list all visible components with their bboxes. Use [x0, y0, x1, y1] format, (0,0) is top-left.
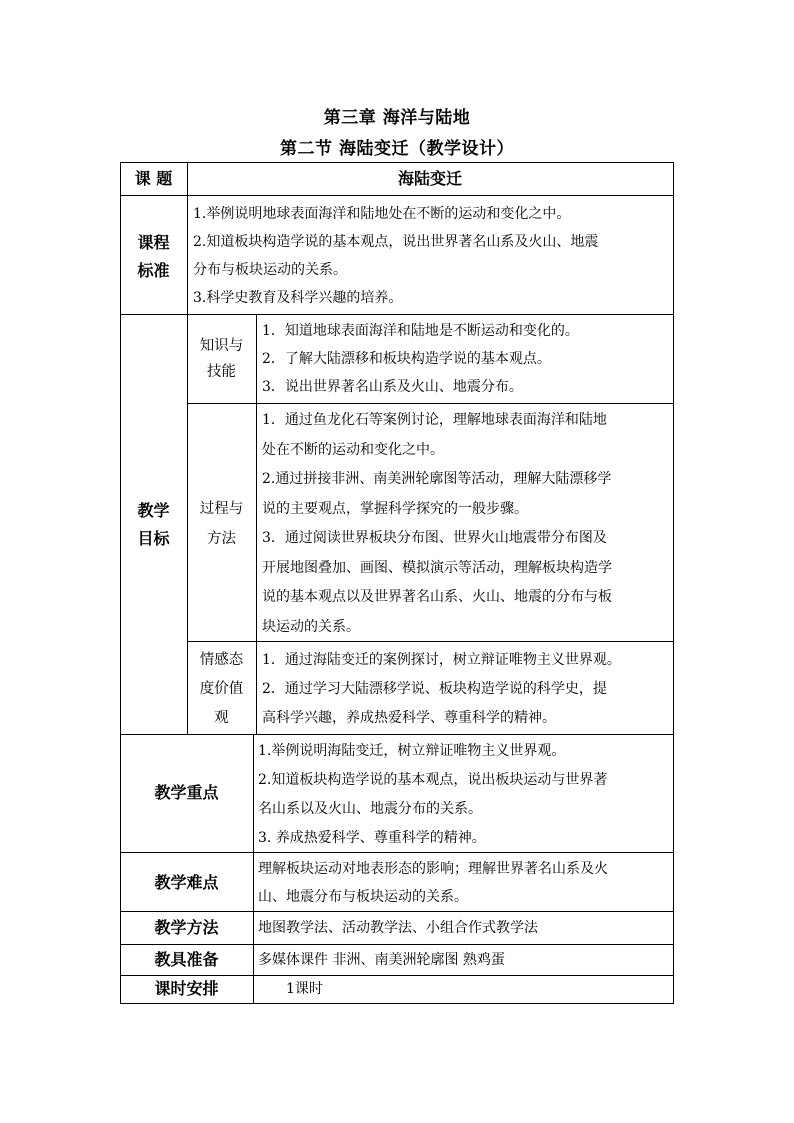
difficulty-line: 山、地震分布与板块运动的关系。: [258, 889, 468, 905]
tools-value: 多媒体课件 非洲、南美洲轮廓图 熟鸡蛋: [258, 952, 505, 968]
standard-label-line: 课程: [137, 233, 170, 252]
goal-line: 高科学兴趣，养成热爱科学、尊重科学的精神。: [262, 710, 556, 726]
goal-label: [120, 497, 187, 553]
sub-label-line: 情感态: [199, 652, 244, 668]
goal-line: 开展地图叠加、画图、模拟演示等活动，理解板块构造学: [262, 559, 612, 576]
sub-label-line: 度价值: [199, 681, 244, 697]
method-label: 教学方法: [154, 918, 219, 937]
goal-label-line: 目标: [137, 529, 170, 548]
key-line: 3. 养成热爱科学、尊重科学的精神。: [258, 830, 486, 846]
goal-line: 2．通过学习大陆漂移学说、板块构造学说的科学史，提: [262, 681, 607, 697]
key-content: [258, 737, 672, 853]
goal-sub-label-knowledge: [187, 333, 256, 385]
sub-label-line: 观: [214, 710, 229, 726]
goal-line: 1．通过鱼龙化石等案例讨论，理解地球表面海洋和陆地: [262, 412, 607, 428]
standard-content: [193, 200, 671, 312]
section-title: 第二节 海陆变迁（教学设计）: [280, 139, 514, 159]
key-label: 教学重点: [154, 783, 219, 802]
goal-line: 2．了解大陆漂移和板块构造学说的基本观点。: [262, 351, 551, 367]
standard-line: 分布与板块运动的关系。: [193, 262, 347, 278]
goal-line: 3．通过阅读世界板块分布图、世界火山地震带分布图及: [262, 530, 607, 546]
topic-value: 海陆变迁: [397, 169, 462, 188]
goal-content-knowledge: [262, 317, 672, 401]
key-line: 2.知道板块构造学说的基本观点，说出板块运动与世界著: [258, 772, 608, 788]
sub-label-line: 过程与: [199, 501, 244, 517]
goal-sub-label-emotion: [187, 646, 256, 733]
goal-label-line: 教学: [137, 501, 170, 520]
goal-line: 处在不断的运动和变化之中。: [262, 441, 444, 458]
key-line: 1.举例说明海陆变迁，树立辩证唯物主义世界观。: [258, 743, 566, 759]
schedule-label: 课时安排: [154, 979, 219, 998]
standard-line: 3.科学史教育及科学兴趣的培养。: [193, 290, 403, 306]
goal-line: 说的主要观点，掌握科学探究的一般步骤。: [262, 500, 528, 517]
difficulty-label: 教学难点: [154, 873, 219, 892]
goal-line: 1．通过海陆变迁的案例探讨，树立辩证唯物主义世界观。: [262, 652, 621, 668]
standard-label: [120, 229, 187, 285]
schedule-value: 1课时: [286, 981, 323, 997]
goal-sub-label-process: [187, 494, 256, 554]
sub-label-line: 方法: [207, 531, 236, 547]
goal-line: 说的基本观点以及世界著名山系、火山、地震的分布与板: [262, 589, 612, 605]
sub-label-line: 技能: [207, 364, 236, 380]
standard-line: 1.举例说明地球表面海洋和陆地处在不断的运动和变化之中。: [193, 206, 571, 222]
goal-line: 块运动的关系。: [262, 618, 360, 635]
goal-line: 3．说出世界著名山系及火山、地震分布。: [262, 379, 523, 395]
difficulty-line: 理解板块运动对地表形态的影响；理解世界著名山系及火: [258, 861, 608, 877]
difficulty-content: [258, 855, 672, 911]
chapter-title: 第三章 海洋与陆地: [323, 108, 471, 128]
key-line: 名山系以及火山、地震分布的关系。: [258, 801, 482, 817]
goal-content-process: [262, 406, 672, 642]
tools-label: 教具准备: [154, 950, 219, 969]
topic-label: 课 题: [134, 169, 173, 188]
goal-line: 1．知道地球表面海洋和陆地是不断运动和变化的。: [262, 323, 579, 339]
goal-line: 2.通过拼接非洲、南美洲轮廓图等活动，理解大陆漂移学: [262, 471, 612, 487]
standard-label-line: 标准: [137, 261, 170, 280]
standard-line: 2.知道板块构造学说的基本观点，说出世界著名山系及火山、地震: [193, 234, 599, 250]
method-value: 地图教学法、活动教学法、小组合作式教学法: [258, 920, 538, 936]
goal-content-emotion: [262, 646, 672, 733]
sub-label-line: 知识与: [199, 338, 244, 354]
